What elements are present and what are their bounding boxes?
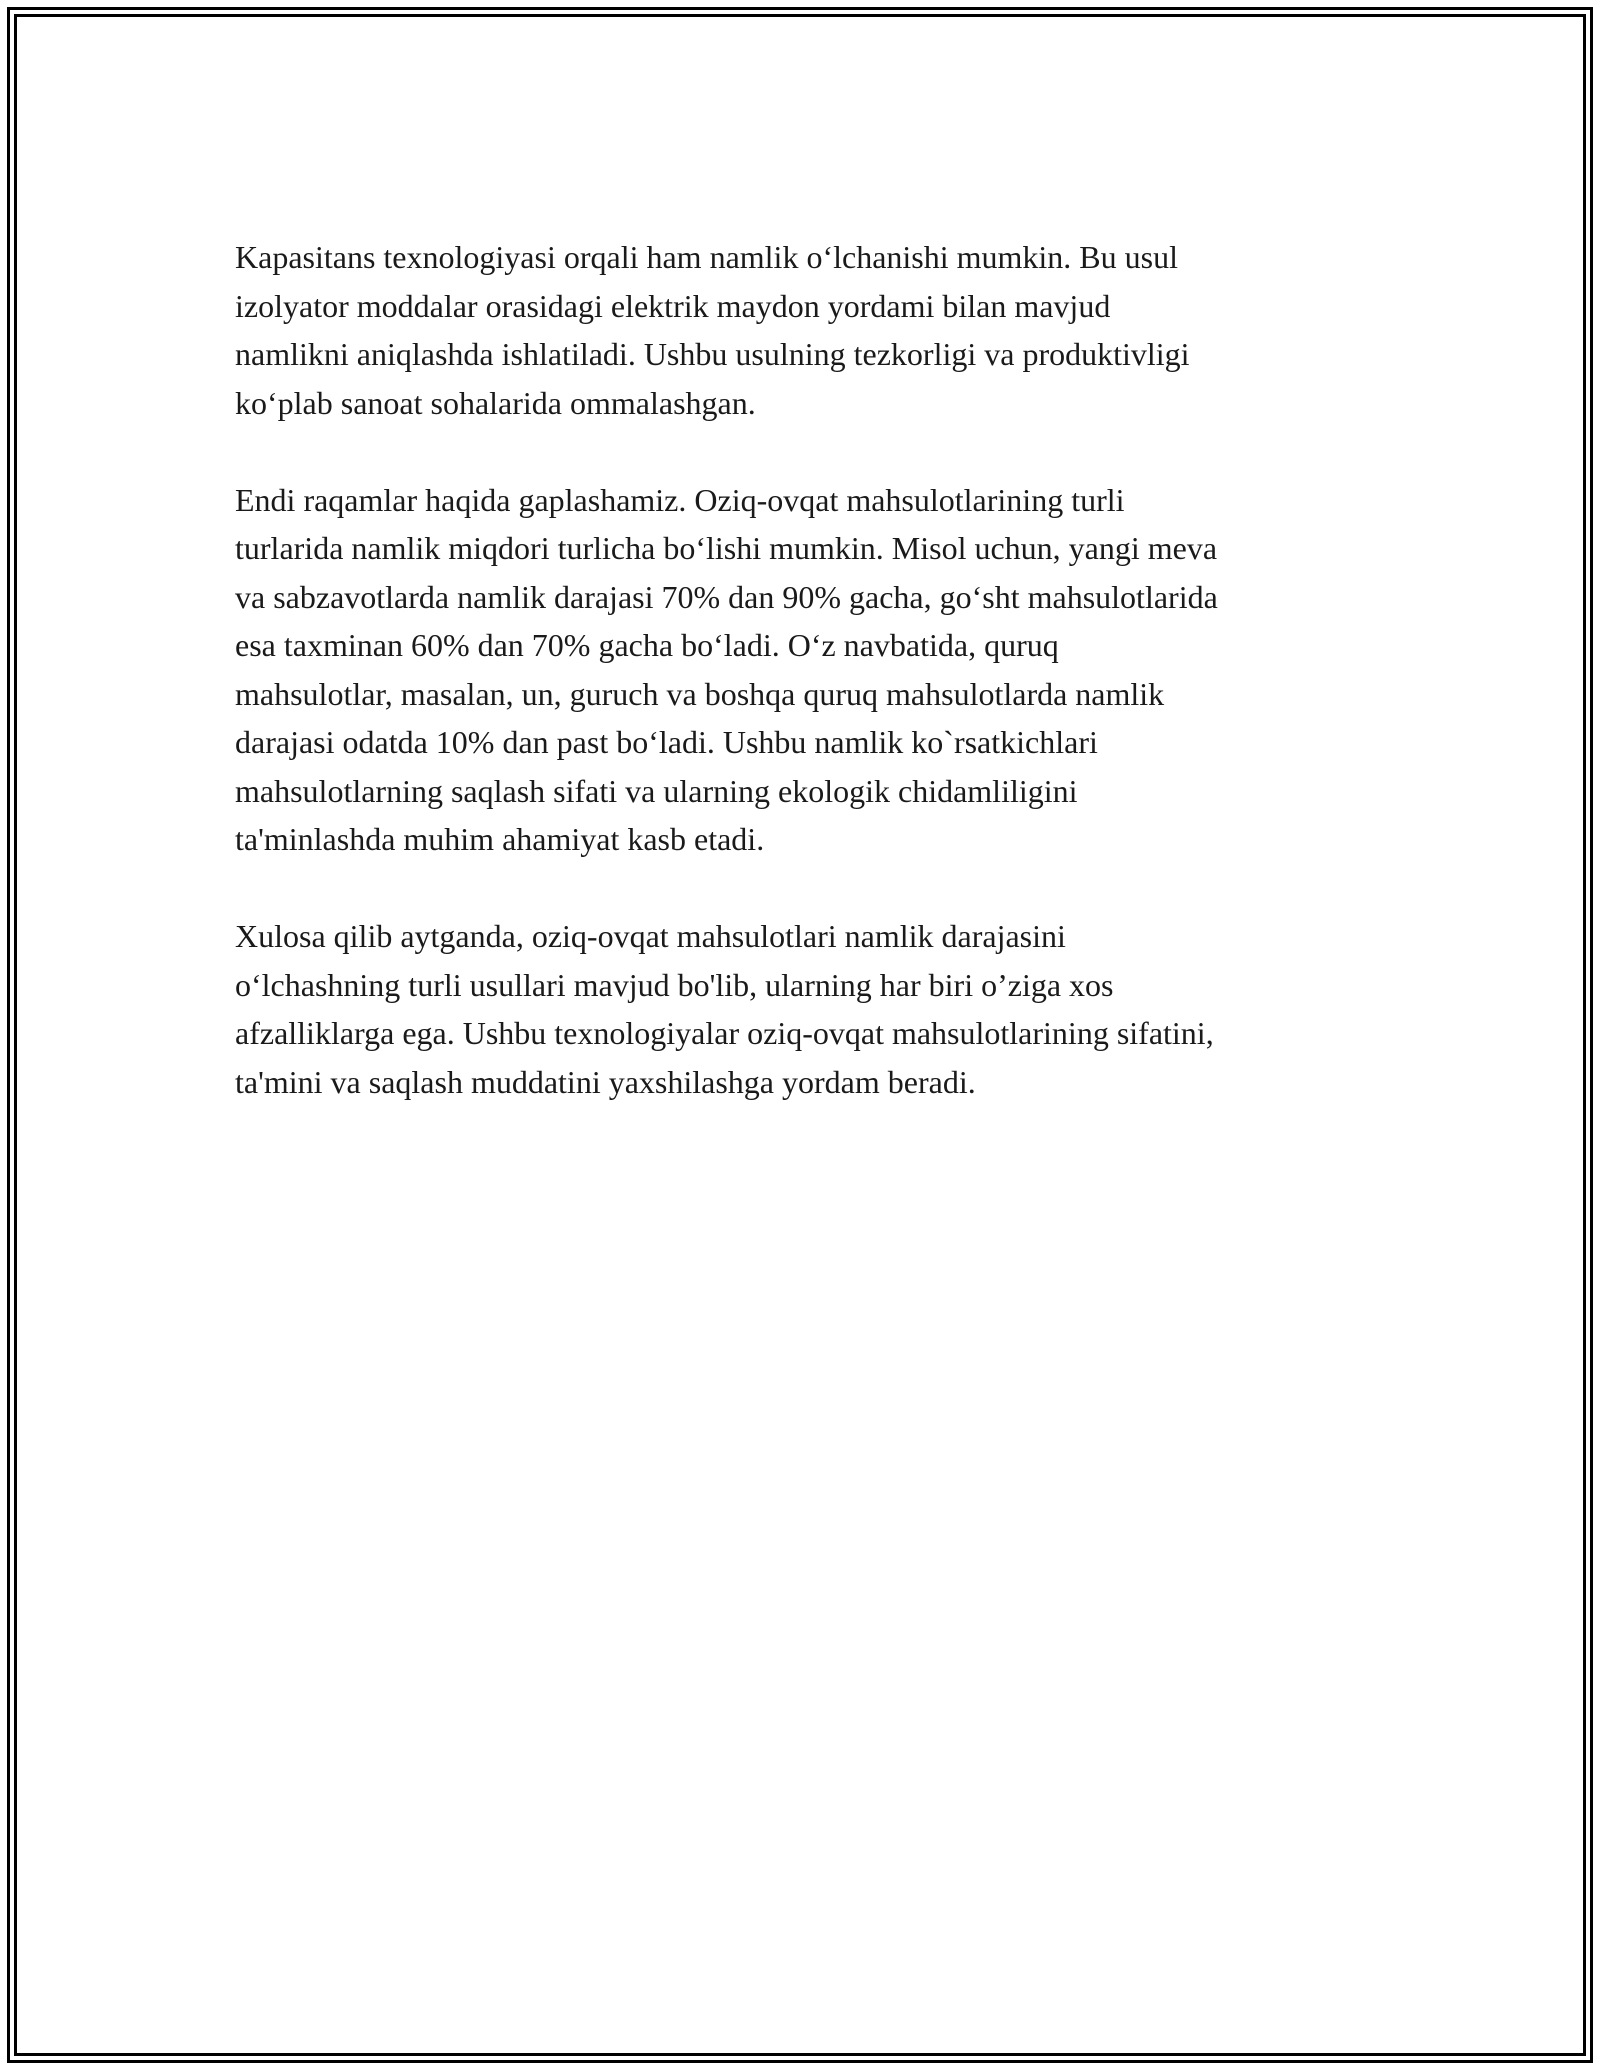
paragraph-3 [235,912,1375,1106]
paragraph-2 [235,476,1375,864]
paragraph-line: ta'mini va saqlash muddatini yaxshilashga yordam beradi. [235,1063,976,1100]
paragraph-line: va sabzavotlarda namlik darajasi 70% dan 90% gacha, go‘sht mahsulotlarida [235,578,1218,615]
paragraph-line: mahsulotlar, masalan, un, guruch va boshqa quruq mahsulotlarda namlik [235,675,1165,712]
paragraph-1 [235,233,1375,427]
paragraph-line: mahsulotlarning saqlash sifati va ularning ekologik chidamliligini [235,772,1078,809]
paragraph-line: izolyator moddalar orasidagi elektrik maydon yordami bilan mavjud [235,287,1111,324]
paragraph-line: Endi raqamlar haqida gaplashamiz. Oziq-ovqat mahsulotlarining turli [235,481,1125,518]
paragraph-line: Xulosa qilib aytganda, oziq-ovqat mahsulotlari namlik darajasini [235,918,1066,954]
paragraph-line: ko‘plab sanoat sohalarida ommalashgan. [235,384,756,421]
document-body [235,233,1375,1155]
paragraph-line: ta'minlashda muhim ahamiyat kasb etadi. [235,821,765,857]
paragraph-line: darajasi odatda 10% dan past bo‘ladi. Ushbu namlik ko`rsatkichlari [235,724,1098,760]
paragraph-line: o‘lchashning turli usullari mavjud bo'lib, ularning har biri o’ziga xos [235,966,1114,1003]
paragraph-line: Kapasitans texnologiyasi orqali ham namlik o‘lchanishi mumkin. Bu usul [235,239,1178,275]
paragraph-line: turlarida namlik miqdori turlicha bo‘lishi mumkin. Misol uchun, yangi meva [235,530,1218,566]
paragraph-line: afzalliklarga ega. Ushbu texnologiyalar oziq-ovqat mahsulotlarining sifatini, [235,1015,1214,1051]
paragraph-line: esa taxminan 60% dan 70% gacha bo‘ladi. O‘z navbatida, quruq [235,627,1059,663]
paragraph-line: namlikni aniqlashda ishlatiladi. Ushbu usulning tezkorligi va produktivligi [235,336,1190,372]
